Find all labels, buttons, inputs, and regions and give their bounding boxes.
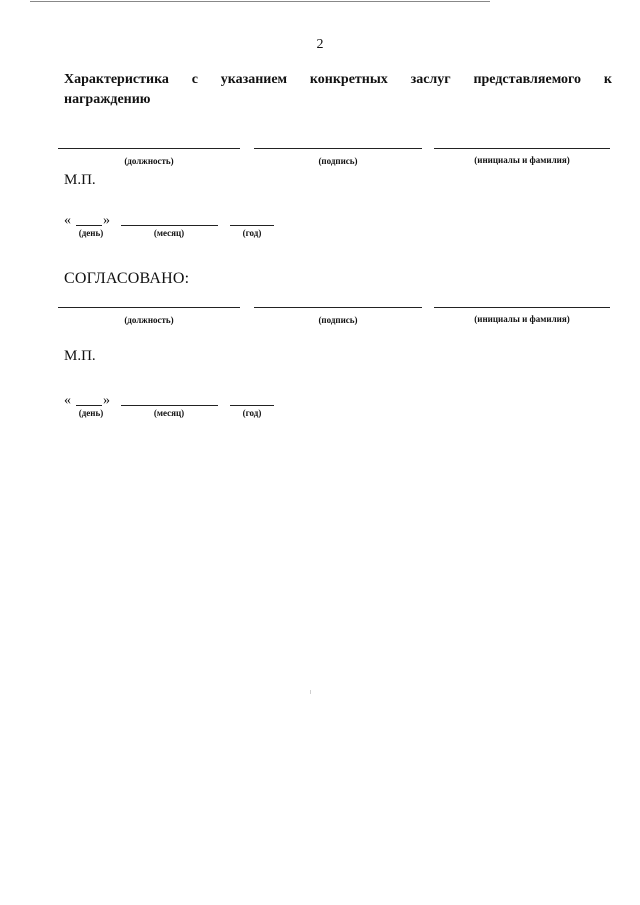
heading-word: конкретных bbox=[309, 72, 388, 87]
heading-word: представляемого bbox=[473, 72, 582, 87]
heading-word: заслуг bbox=[410, 72, 451, 87]
stamp-label: М.П. bbox=[64, 172, 96, 188]
heading-word: указанием bbox=[220, 72, 288, 87]
signature-row-1 bbox=[0, 148, 640, 172]
name-line bbox=[434, 148, 610, 149]
name-field[interactable] bbox=[434, 148, 610, 172]
signature-caption: (подпись) bbox=[318, 315, 358, 325]
signature-field[interactable] bbox=[254, 148, 422, 172]
quote-close: » bbox=[103, 213, 110, 228]
signature-line bbox=[254, 148, 422, 149]
position-field[interactable] bbox=[58, 148, 240, 172]
document-heading bbox=[64, 70, 612, 110]
page-number: 2 bbox=[316, 37, 324, 52]
name-field[interactable] bbox=[434, 307, 610, 331]
agreed-label: СОГЛАСОВАНО: bbox=[64, 270, 190, 287]
year-caption: (год) bbox=[242, 408, 262, 418]
signature-line bbox=[254, 307, 422, 308]
day-blank[interactable] bbox=[76, 225, 102, 226]
position-field[interactable] bbox=[58, 307, 240, 331]
date-row-1 bbox=[0, 213, 640, 239]
day-caption: (день) bbox=[78, 228, 104, 238]
signature-row-2 bbox=[0, 307, 640, 331]
heading-line-1 bbox=[64, 70, 612, 90]
year-blank[interactable] bbox=[230, 225, 274, 226]
month-caption: (месяц) bbox=[153, 408, 185, 418]
stamp-label: М.П. bbox=[64, 348, 96, 364]
heading-word: к bbox=[603, 72, 612, 87]
heading-line-2: награждению bbox=[64, 92, 151, 107]
position-caption: (должность) bbox=[124, 315, 174, 325]
day-caption: (день) bbox=[78, 408, 104, 418]
name-caption: (инициалы и фамилия) bbox=[474, 155, 570, 165]
signature-caption: (подпись) bbox=[318, 156, 358, 166]
position-line bbox=[58, 307, 240, 308]
heading-word: Характеристика bbox=[64, 72, 169, 87]
year-blank[interactable] bbox=[230, 405, 274, 406]
quote-open: « bbox=[64, 213, 71, 228]
heading-word: с bbox=[191, 72, 198, 87]
date-row-2 bbox=[0, 393, 640, 419]
name-line bbox=[434, 307, 610, 308]
day-blank[interactable] bbox=[76, 405, 102, 406]
month-caption: (месяц) bbox=[153, 228, 185, 238]
position-caption: (должность) bbox=[124, 156, 174, 166]
top-edge-rule bbox=[30, 1, 490, 2]
scan-speck bbox=[310, 690, 311, 694]
year-caption: (год) bbox=[242, 228, 262, 238]
quote-open: « bbox=[64, 393, 71, 408]
quote-close: » bbox=[103, 393, 110, 408]
signature-field[interactable] bbox=[254, 307, 422, 331]
position-line bbox=[58, 148, 240, 149]
month-blank[interactable] bbox=[121, 225, 218, 226]
month-blank[interactable] bbox=[121, 405, 218, 406]
name-caption: (инициалы и фамилия) bbox=[474, 314, 570, 324]
